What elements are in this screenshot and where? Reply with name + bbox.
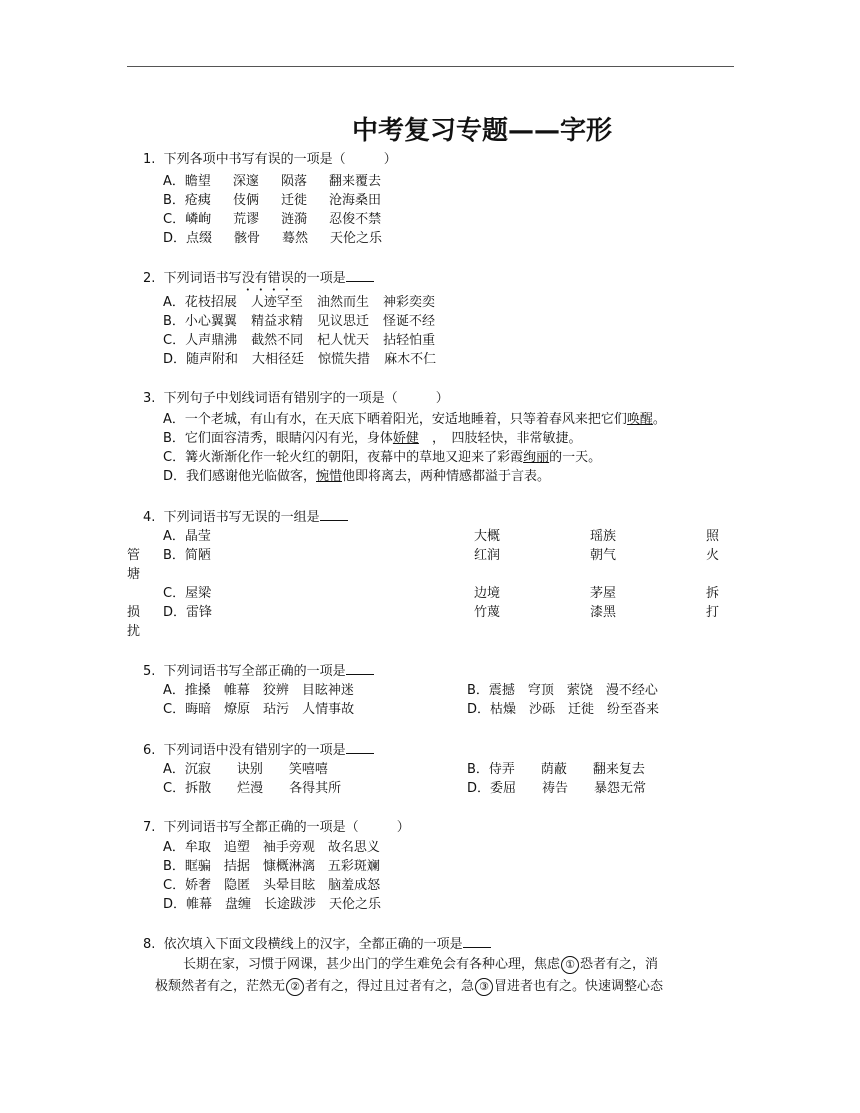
q7-option-b: B．眶骗 拮据 慷概淋漓 五彩斑斓 (163, 859, 380, 874)
underlined-word: 惋惜 (316, 469, 343, 484)
question-8: 8. 依次填入下面文段横线上的汉字，全都正确的一项是 (143, 934, 491, 954)
q5-option-a: A．推搡 帷幕 狡辨 目眩神迷 (163, 683, 354, 698)
q7-option-c: C．娇奢 隐匿 头晕目眩 脑羞成怒 (163, 878, 381, 893)
q3-option-d: D．我们感谢他光临做客，惋惜他即将离去，两种情感都溢于言表。 (163, 469, 551, 484)
q2-option-b: B．小心翼翼 精益求精 见议思迁 怪诞不经 (163, 314, 435, 329)
paren-close: ） (383, 152, 397, 167)
answer-blank (346, 661, 374, 675)
q4-option-b-label: B．简陋 (163, 548, 211, 563)
passage-line-2: 极颓然者有之，茫然无 ② 者有之，得过且过者有之，急 ③ 冒进者也有之。快速调整心态 (155, 979, 664, 994)
question-3: 3. 下列句子中划线词语有错别字的一项是（ ） (143, 391, 449, 406)
page-title: 中考复习专题——字形 (352, 116, 613, 146)
q4-c-word: 边境 (474, 586, 501, 601)
question-4: 4. 下列词语书写无误的一组是 (143, 507, 348, 527)
q6-option-c: C．拆散 烂漫 各得其所 (163, 781, 342, 796)
q6-option-d: D．委屈 祷告 暴怨无常 (467, 781, 647, 796)
question-number: 1. (143, 152, 156, 167)
underlined-word: 绚丽 (523, 450, 550, 465)
q4-b-word: 朝气 (590, 548, 617, 563)
q3-option-c: C．篝火渐渐化作一轮火红的朝阳，夜幕中的草地又迎来了彩霞绚丽的一天。 (163, 450, 602, 465)
q4-wrap-char: 损 (127, 605, 141, 620)
question-1 (143, 150, 397, 169)
circled-number: ① (561, 956, 579, 974)
q1-option-c: C．嶙峋 荒谬 涟漪 忍俊不禁 (163, 212, 382, 227)
q4-wrap-char: 扰 (127, 624, 141, 639)
q5-option-d: D．枯燥 沙砾 迁徙 纷至沓来 (467, 702, 660, 717)
q4-a-word: 照 (706, 529, 720, 544)
q4-option-c-label: C．屋梁 (163, 586, 212, 601)
q4-c-word: 拆 (706, 586, 720, 601)
q4-wrap-char: 管 (127, 548, 141, 563)
q3-option-b: B．它们面容清秀，眼睛闪闪有光，身体娇健 ， 四肢轻快，非常敏捷。 (163, 431, 582, 446)
q4-d-word: 漆黑 (590, 605, 617, 620)
emphasis-text: 没有错误 (241, 271, 294, 286)
answer-blank (320, 507, 348, 521)
q4-wrap-char: 塘 (127, 567, 141, 582)
q5-option-b: B．震撼 穹顶 萦饶 漫不经心 (467, 683, 658, 698)
q1-option-b: B．疮痍 伎俩 迁徙 沧海桑田 (163, 193, 381, 208)
q1-option-a: A．瞻望 深邃 陨落 翻来覆去 (163, 174, 381, 189)
q7-option-a: A．牟取 追塑 袖手旁观 故名思义 (163, 840, 380, 855)
passage-line-1: 长期在家，习惯于网课，甚少出门的学生难免会有各种心理，焦虑 ① 恐者有之，消 (183, 957, 659, 972)
q4-option-a-label: A．晶莹 (163, 529, 211, 544)
question-7: 7. 下列词语书写全都正确的一项是（ ） (143, 820, 410, 835)
q2-option-c: C．人声鼎沸 截然不同 杞人忧天 拈轻怕重 (163, 333, 436, 348)
q2-option-d: D．随声附和 大相径廷 惊慌失措 麻木不仁 (163, 352, 437, 367)
answer-blank (346, 268, 374, 282)
q4-c-word: 茅屋 (590, 586, 617, 601)
q4-a-word: 大概 (474, 529, 501, 544)
circled-number: ③ (475, 978, 493, 996)
q2-option-a: A．花枝招展 人迹罕至 油然而生 神彩奕奕 (163, 295, 435, 310)
q4-b-word: 火 (706, 548, 720, 563)
answer-blank (346, 740, 374, 754)
q1-option-d: D．点缀 骸骨 蓦然 天伦之乐 (163, 231, 383, 246)
header-rule (127, 66, 734, 67)
answer-blank (463, 934, 491, 948)
q4-d-word: 竹蔑 (474, 605, 501, 620)
question-6: 6. 下列词语中没有错别字的一项是 (143, 740, 374, 760)
q3-option-a: A．一个老城，有山有水，在天底下晒着阳光，安适地睡着，只等着春风来把它们唤醒。 (163, 412, 666, 427)
circled-number: ② (286, 978, 304, 996)
q4-a-word: 瑶族 (590, 529, 617, 544)
q7-option-d: D．帷幕 盘缠 长途跋涉 天伦之乐 (163, 897, 382, 912)
q6-option-a: A．沉寂 诀别 笑嘻嘻 (163, 762, 328, 777)
question-2: 2. 下列词语书写没有错误的一项是 (143, 268, 374, 294)
question-number: 2. (143, 271, 156, 286)
question-5: 5. 下列词语书写全部正确的一项是 (143, 661, 374, 681)
q4-option-d-label: D．雷锋 (163, 605, 213, 620)
underlined-word: 娇健 (392, 431, 419, 446)
underlined-word: 唤醒 (626, 412, 653, 427)
q5-option-c: C．晦暗 燎原 玷污 人情事故 (163, 702, 355, 717)
q6-option-b: B．侍弄 荫蔽 翻来复去 (467, 762, 645, 777)
q4-d-word: 打 (706, 605, 720, 620)
question-stem: 下列各项中书写有误的一项是（ (163, 152, 346, 167)
q4-b-word: 红润 (474, 548, 501, 563)
